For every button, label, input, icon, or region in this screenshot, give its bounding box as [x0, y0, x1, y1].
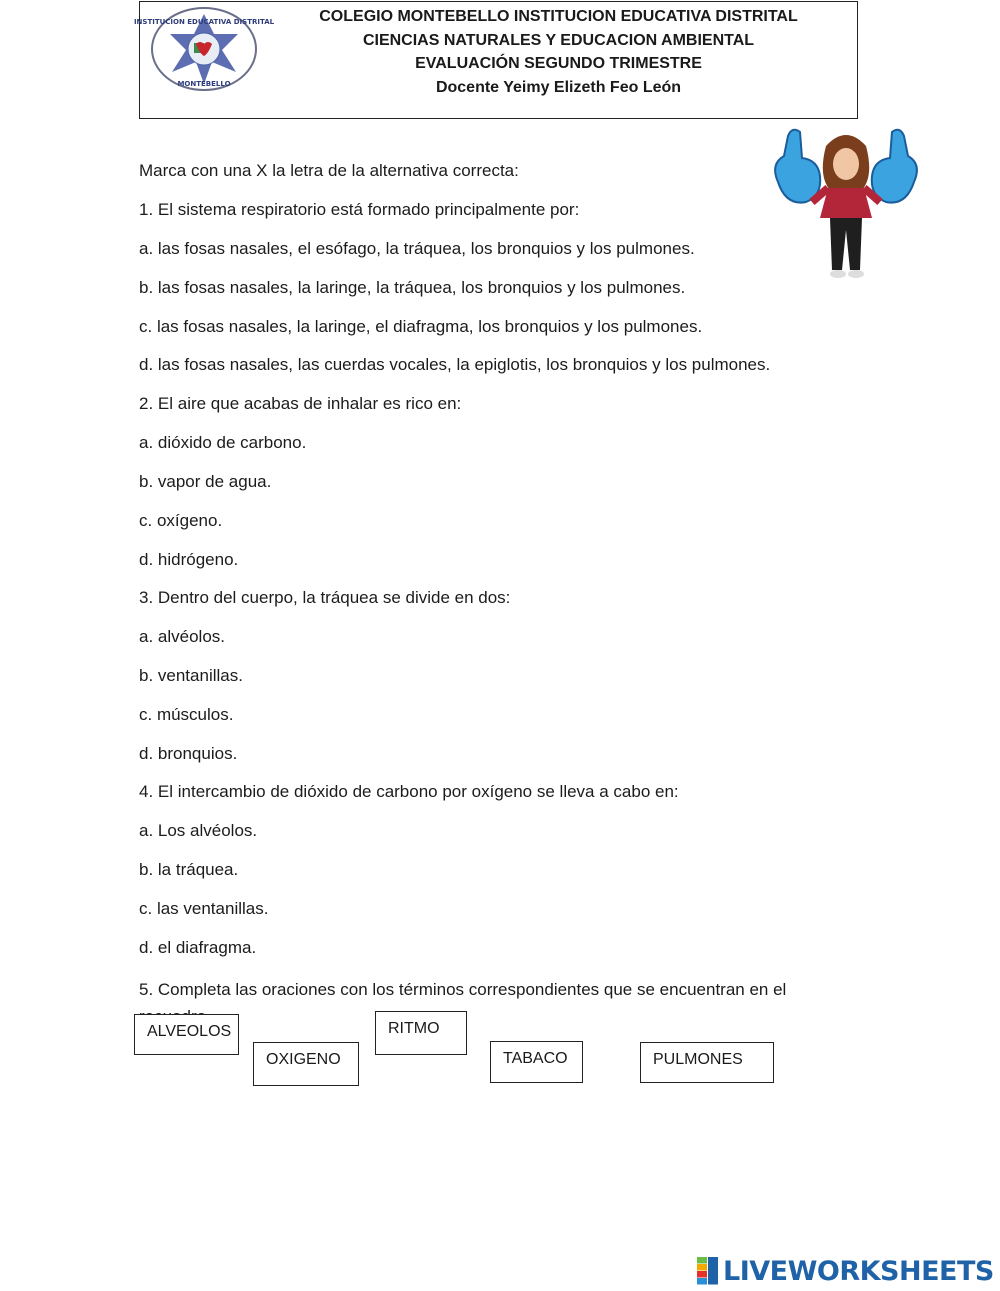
evaluation-title: EVALUACIÓN SEGUNDO TRIMESTRE	[415, 55, 702, 72]
question-3-option-c[interactable]: c. músculos.	[139, 705, 234, 724]
question-4-prompt: 4. El intercambio de dióxido de carbono por oxígeno se lleva a cabo en:	[139, 782, 679, 801]
question-2-prompt: 2. El aire que acabas de inhalar es rico en:	[139, 394, 462, 413]
question-2-option-a[interactable]: a. dióxido de carbono.	[139, 433, 307, 452]
school-name: COLEGIO MONTEBELLO INSTITUCION EDUCATIVA DISTRITAL	[319, 8, 798, 25]
word-box-pulmones[interactable]: PULMONES	[640, 1042, 774, 1083]
teacher-avatar-icon	[770, 124, 922, 282]
question-1-option-d[interactable]: d. las fosas nasales, las cuerdas vocales, la epiglotis, los bronquios y los pulmones.	[139, 355, 771, 374]
question-3-option-b[interactable]: b. ventanillas.	[139, 666, 243, 685]
question-3-option-a[interactable]: a. alvéolos.	[139, 627, 225, 646]
question-4-option-b[interactable]: b. la tráquea.	[139, 860, 239, 879]
header-title-block	[140, 5, 857, 99]
question-3-prompt: 3. Dentro del cuerpo, la tráquea se divide en dos:	[139, 588, 511, 607]
question-2-option-b[interactable]: b. vapor de agua.	[139, 472, 272, 491]
question-3-option-d[interactable]: d. bronquios.	[139, 744, 238, 763]
question-1-option-c[interactable]: c. las fosas nasales, la laringe, el diafragma, los bronquios y los pulmones.	[139, 317, 703, 336]
liveworksheets-icon	[697, 1257, 719, 1285]
question-1-option-a[interactable]: a. las fosas nasales, el esófago, la tráquea, los bronquios y los pulmones.	[139, 239, 695, 258]
word-box-ritmo[interactable]: RITMO	[375, 1011, 467, 1055]
word-box-tabaco[interactable]: TABACO	[490, 1041, 583, 1083]
header-box	[133, 1, 858, 119]
question-1-prompt: 1. El sistema respiratorio está formado principalmente por:	[139, 200, 580, 219]
liveworksheets-brand: LIVEWORKSHEETS	[723, 1255, 994, 1287]
question-4-option-a[interactable]: a. Los alvéolos.	[139, 821, 258, 840]
question-4-option-d[interactable]: d. el diafragma.	[139, 938, 257, 957]
instructions: Marca con una X la letra de la alternativa correcta:	[139, 161, 519, 180]
liveworksheets-logo	[697, 1255, 994, 1287]
teacher-name: Docente Yeimy Elizeth Feo León	[435, 78, 682, 96]
question-5-prompt: 5. Completa las oraciones con los términos correspondientes que se encuentran en el	[139, 980, 787, 999]
question-1-option-b[interactable]: b. las fosas nasales, la laringe, la tráquea, los bronquios y los pulmones.	[139, 278, 686, 297]
question-2-option-c[interactable]: c. oxígeno.	[139, 511, 223, 530]
logo-text-top: INSTITUCION EDUCATIVA DISTRITAL	[133, 18, 275, 26]
logo-text-bottom: MONTEBELLO	[177, 80, 231, 88]
word-box-alveolos[interactable]: ALVEOLOS	[134, 1014, 239, 1055]
subject-name: CIENCIAS NATURALES Y EDUCACION AMBIENTAL	[362, 31, 755, 49]
word-box-oxigeno[interactable]: OXIGENO	[253, 1042, 359, 1086]
question-2-option-d[interactable]: d. hidrógeno.	[139, 550, 239, 569]
question-4-option-c[interactable]: c. las ventanillas.	[139, 899, 269, 918]
